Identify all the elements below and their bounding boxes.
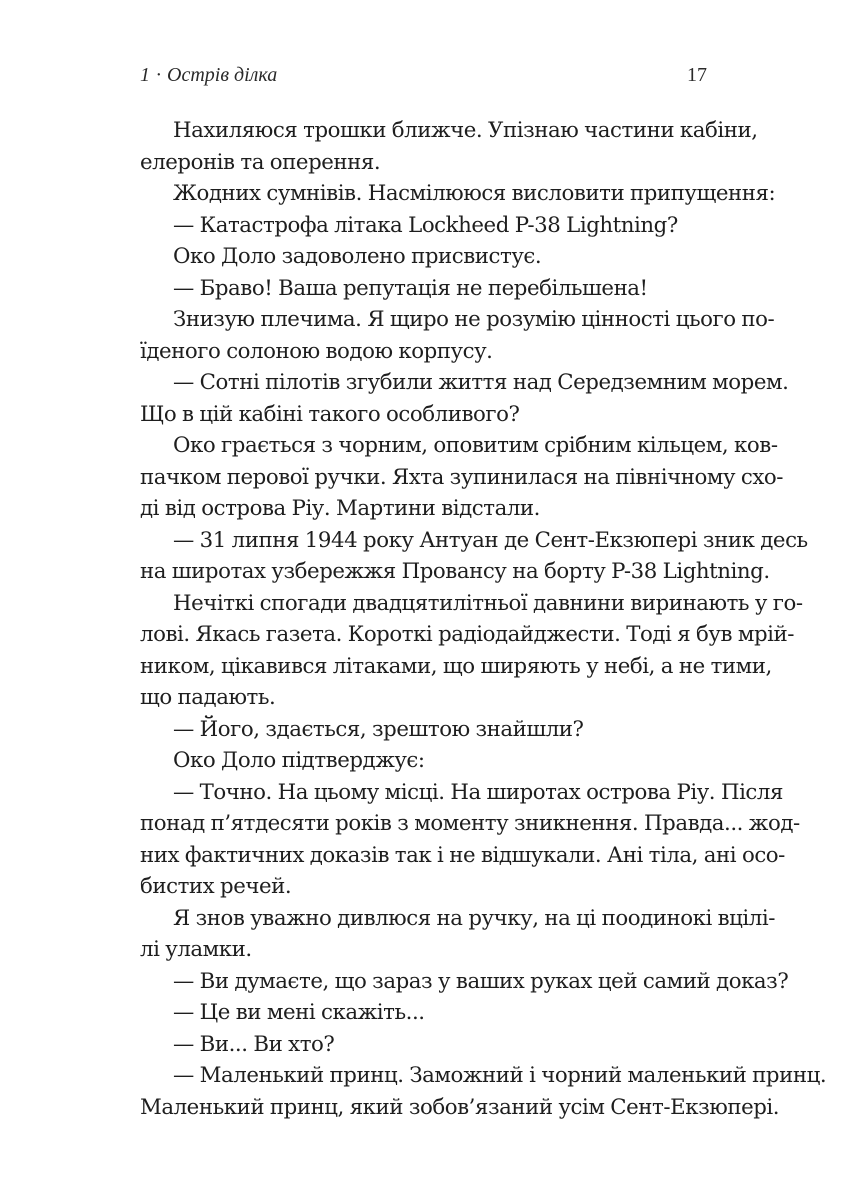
text-line: лові. Якась газета. Короткі радіодайджести. Тоді я був мрій- xyxy=(140,622,794,647)
chapter-title: Острів ділка xyxy=(167,64,278,86)
text-line: — Ви думаєте, що зараз у ваших руках цей самий доказ? xyxy=(173,968,789,994)
chapter-number: 1 xyxy=(140,64,150,86)
text-line: Я знов уважно дивлюся на ручку, на ці поодинокі вцілі- xyxy=(173,905,775,931)
text-line: — Точно. На цьому місці. На широтах острова Ріу. Після xyxy=(173,779,783,805)
text-line: — Катастрофа літака Lockheed P-38 Lightning? xyxy=(173,212,678,238)
page-number: 17 xyxy=(687,64,707,86)
text-line: Маленький принц, який зобов’язаний усім Сент-Екзюпері. xyxy=(140,1094,780,1120)
text-line: — Браво! Ваша репутація не перебільшена! xyxy=(173,275,648,301)
text-line: понад п’ятдесяти років з моменту зникнення. Правда... жод- xyxy=(140,811,800,836)
text-line: бистих речей. xyxy=(140,874,292,899)
text-line: — Це ви мені скажіть... xyxy=(173,1000,425,1025)
text-line: — Його, здається, зрештою знайшли? xyxy=(173,716,584,742)
text-line: — 31 липня 1944 року Антуан де Сент-Екзюпері зник десь xyxy=(173,527,808,553)
text-line: лі уламки. xyxy=(140,937,252,962)
text-line: що падають. xyxy=(140,685,276,710)
text-line: Жодних сумнівів. Насмілююся висловити припущення: xyxy=(173,181,776,206)
text-line: — Ви... Ви хто? xyxy=(173,1031,335,1057)
text-line: Око Доло підтверджує: xyxy=(173,748,425,773)
running-header xyxy=(0,64,849,90)
text-line: ді від острова Ріу. Мартини відстали. xyxy=(140,496,540,521)
header-separator: · xyxy=(156,64,161,86)
chapter-heading xyxy=(140,64,277,87)
text-line: Знизую плечима. Я щиро не розумію цінності цього по- xyxy=(173,307,775,332)
body-text xyxy=(140,115,827,1123)
text-line: на широтах узбережжя Провансу на борту P-38 Lightning. xyxy=(140,559,770,584)
text-line: Око Доло задоволено присвистує. xyxy=(173,244,542,269)
text-line: елеронів та оперення. xyxy=(140,149,381,175)
text-line: них фактичних доказів так і не відшукали. Ані тіла, ані осо- xyxy=(140,842,785,868)
text-line: Нахиляюся трошки ближче. Упізнаю частини кабіни, xyxy=(173,118,758,143)
text-line: — Маленький принц. Заможний і чорний маленький принц. xyxy=(173,1063,827,1088)
text-line: Що в цій кабіні такого особливого? xyxy=(140,401,520,427)
text-line: Око грається з чорним, оповитим срібним кільцем, ков- xyxy=(173,433,778,458)
text-line: — Сотні пілотів згубили життя над Середземним морем. xyxy=(173,370,789,395)
text-line: ником, цікавився літаками, що ширяють у небі, а не тими, xyxy=(140,653,772,679)
text-line: пачком перової ручки. Яхта зупинилася на північному схо- xyxy=(140,464,783,490)
text-line: їденого солоною водою корпусу. xyxy=(140,338,493,364)
text-line: Нечіткі спогади двадцятилітньої давнини виринають у го- xyxy=(173,590,803,616)
